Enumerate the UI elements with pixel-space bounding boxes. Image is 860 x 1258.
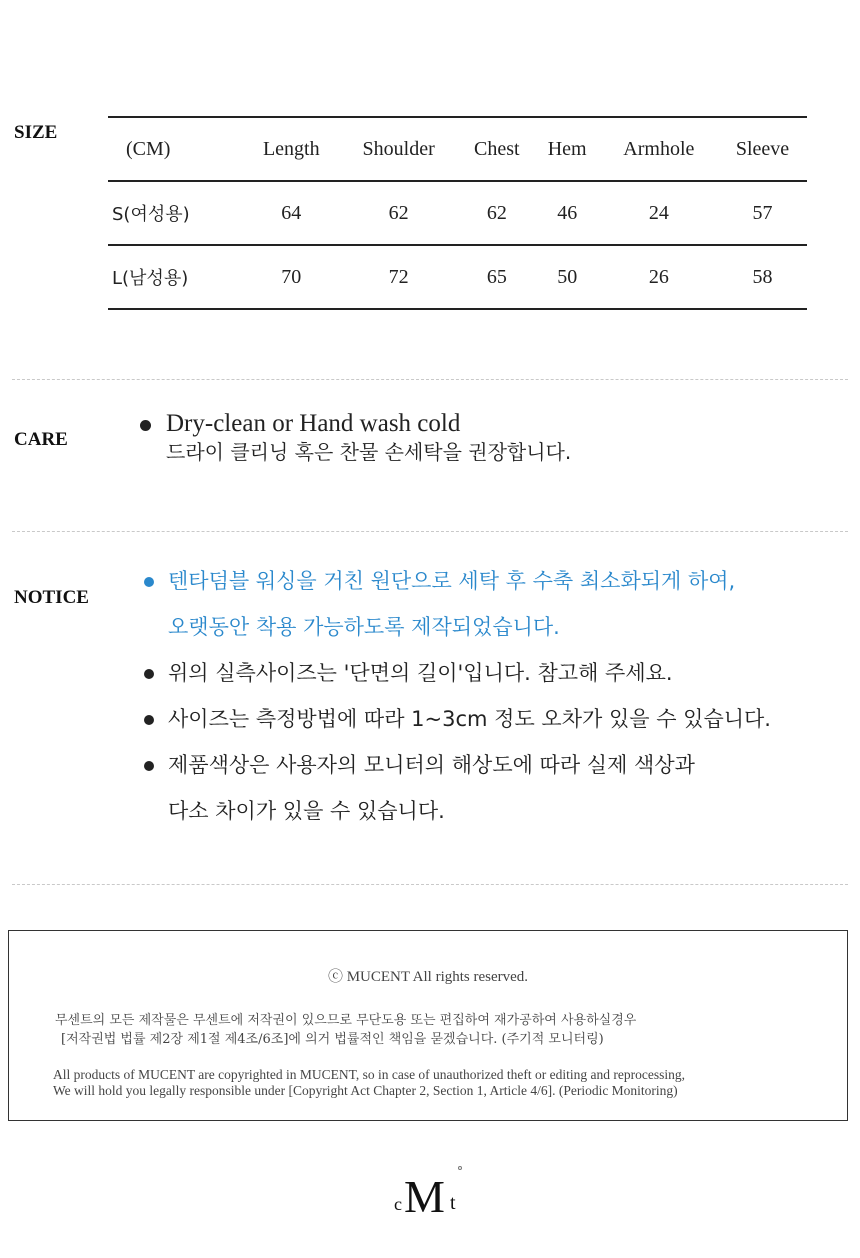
table-cell: 65 (486, 265, 507, 288)
table-cell: 50 (557, 265, 578, 288)
notice-text: 다소 차이가 있을 수 있습니다. (168, 799, 445, 823)
table-row (108, 181, 807, 245)
copyright-ko-line: [저작권법 법률 제2장 제1절 제4조/6조]에 의거 법률적인 책임을 묻겠습니다. (주기적 모니터링) (61, 1032, 604, 1047)
logo-letter: t (450, 1192, 456, 1214)
copyright-title: ⓒ MUCENT All rights reserved. (327, 969, 529, 985)
size-section-label: SIZE (14, 122, 58, 143)
notice-text: 사이즈는 측정방법에 따라 1~3cm 정도 오차가 있을 수 있습니다. (168, 707, 771, 731)
notice-text: 오랫동안 착용 가능하도록 제작되었습니다. (168, 615, 560, 639)
size-row-label: L(남성용) (112, 268, 189, 289)
brand-logo (392, 1164, 472, 1224)
bullet-icon (144, 669, 154, 679)
table-cell: 62 (486, 201, 507, 224)
table-cell: 70 (281, 265, 302, 288)
size-header-shoulder: Shoulder (362, 137, 435, 160)
notice-section-label: NOTICE (14, 587, 89, 608)
logo-letter: c (394, 1194, 402, 1214)
registered-mark-icon (458, 1166, 462, 1170)
size-header-armhole: Armhole (623, 137, 695, 160)
table-cell: 24 (648, 201, 669, 224)
copyright-ko-line: 무센트의 모든 제작물은 무센트에 저작권이 있으므로 무단도용 또는 편집하여 재가공하여 사용하실경우 (55, 1013, 637, 1028)
size-header-chest: Chest (474, 137, 520, 160)
notice-text: 텐타덤블 워싱을 거친 원단으로 세탁 후 수축 최소화되게 하여, (168, 569, 736, 593)
table-cell: 46 (557, 201, 578, 224)
notice-text: 위의 실측사이즈는 '단면의 길이'입니다. 참고해 주세요. (168, 661, 673, 685)
table-cell: 26 (648, 265, 669, 288)
care-section-label: CARE (14, 429, 68, 450)
logo-letter: M (404, 1171, 443, 1222)
list-item (140, 650, 840, 696)
list-item (140, 558, 840, 650)
list-item (140, 696, 840, 742)
size-header-hem: Hem (547, 137, 587, 160)
size-header-unit: (CM) (126, 137, 171, 160)
copyright-notice-en (53, 1067, 685, 1099)
notice-text: 제품색상은 사용자의 모니터의 해상도에 따라 실제 색상과 (168, 753, 695, 777)
bullet-icon (144, 715, 154, 725)
copyright-en-line: We will hold you legally responsible under [Copyright Act Chapter 2, Section 1, Article 4/6]. (Periodic Monitoring) (53, 1083, 678, 1098)
care-instruction-en: Dry-clean or Hand wash cold (166, 410, 461, 437)
table-cell: 58 (752, 265, 773, 288)
notice-list (140, 558, 840, 834)
bullet-icon (144, 577, 154, 587)
bullet-icon (140, 420, 151, 431)
size-header-length: Length (262, 137, 320, 160)
care-instruction-ko: 드라이 클리닝 혹은 찬물 손세탁을 권장합니다. (166, 440, 572, 464)
section-divider (12, 379, 848, 380)
table-cell: 64 (281, 201, 302, 224)
size-header-sleeve: Sleeve (735, 137, 790, 160)
table-row (108, 245, 807, 309)
copyright-box (8, 930, 848, 1121)
list-item (140, 742, 840, 834)
table-cell: 57 (752, 201, 773, 224)
section-divider (12, 884, 848, 885)
table-cell: 62 (388, 201, 409, 224)
section-divider (12, 531, 848, 532)
bullet-icon (144, 761, 154, 771)
table-cell: 72 (388, 265, 409, 288)
copyright-en-line: All products of MUCENT are copyrighted in MUCENT, so in case of unauthorized theft or editing and reprocessing, (53, 1067, 685, 1082)
care-block (140, 410, 571, 466)
size-row-label: S(여성용) (112, 204, 190, 225)
size-table (108, 116, 807, 310)
size-table-header-row (108, 117, 807, 181)
copyright-notice-ko (55, 1011, 636, 1049)
